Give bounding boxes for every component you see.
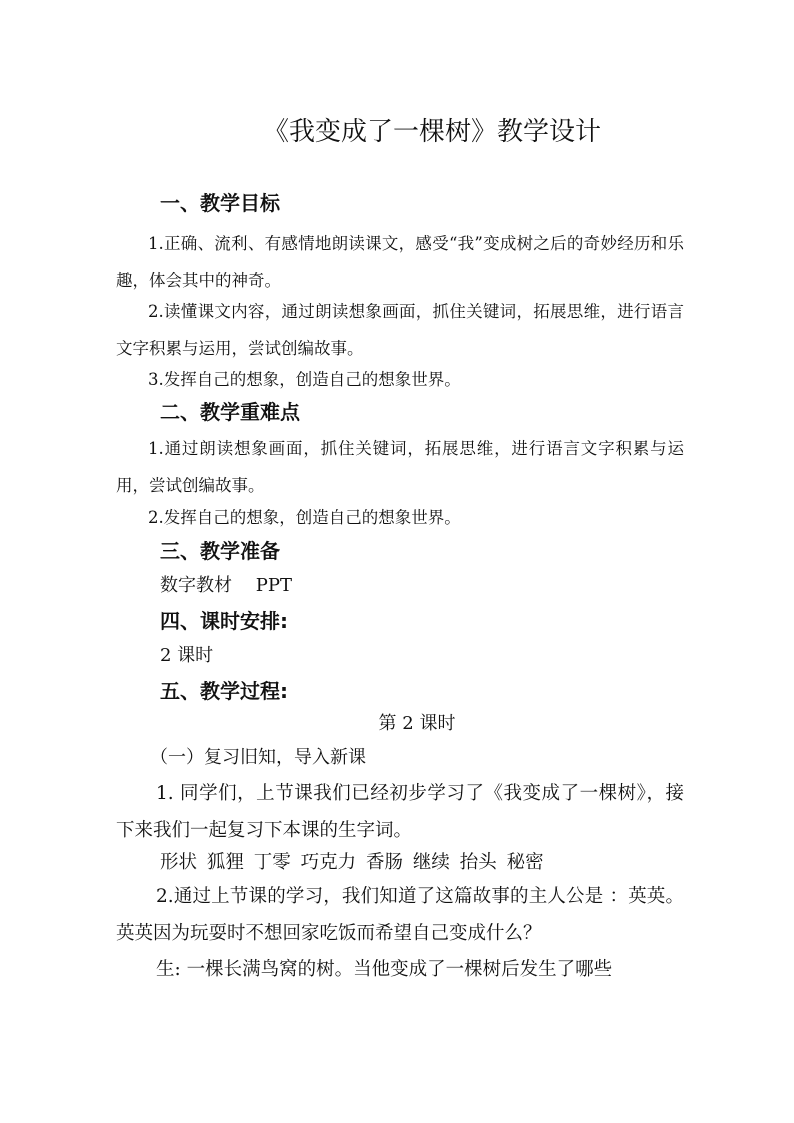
schedule-text: 2 课时	[160, 645, 214, 666]
section-heading-goals: 一、教学目标	[160, 191, 280, 215]
section-heading-schedule: 四、课时安排:	[160, 609, 288, 633]
preparation-text: 数字教材 PPT	[160, 575, 292, 596]
lesson-label: 第 2 课时	[378, 713, 456, 734]
key-point-item-2: 2.发挥自己的想象，创造自己的想象世界。	[148, 508, 461, 527]
student-answer-text: 生: 一棵长满鸟窝的树。当他变成了一棵树后发生了哪些	[156, 959, 613, 980]
section-heading-preparation: 三、教学准备	[160, 539, 280, 563]
step-1-text: 1. 同学们，上节课我们已经初步学习了《我变成了一棵树》，接下来我们一起复习下本课的生字词。	[116, 783, 684, 841]
goal-item-1: 1.正确、流利、有感情地朗读课文，感受“我”变成树之后的奇妙经历和乐趣，体会其中的神奇。	[116, 234, 684, 290]
part1-title: （一）复习旧知，导入新课	[150, 747, 366, 768]
goal-item-2: 2.读懂课文内容，通过朗读想象画面，抓住关键词，拓展思维，进行语言文字积累与运用，尝试创编故事。	[116, 302, 684, 358]
step-2-text: 2.通过上节课的学习，我们知道了这篇故事的主人公是 ：英英。英英因为玩耍时不想回家吃饭而希望自己变成什么？	[116, 886, 684, 944]
key-point-item-1: 1.通过朗读想象画面，抓住关键词，拓展思维，进行语言文字积累与运用，尝试创编故事。	[116, 439, 684, 495]
document-title: 《我变成了一棵树》教学设计	[262, 117, 601, 147]
section-heading-key-points: 二、教学重难点	[160, 400, 300, 424]
vocab-list: 形状 狐狸 丁零 巧克力 香肠 继续 抬头 秘密	[160, 852, 544, 873]
section-heading-process: 五、教学过程:	[160, 679, 288, 703]
goal-item-3: 3.发挥自己的想象，创造自己的想象世界。	[148, 370, 461, 389]
